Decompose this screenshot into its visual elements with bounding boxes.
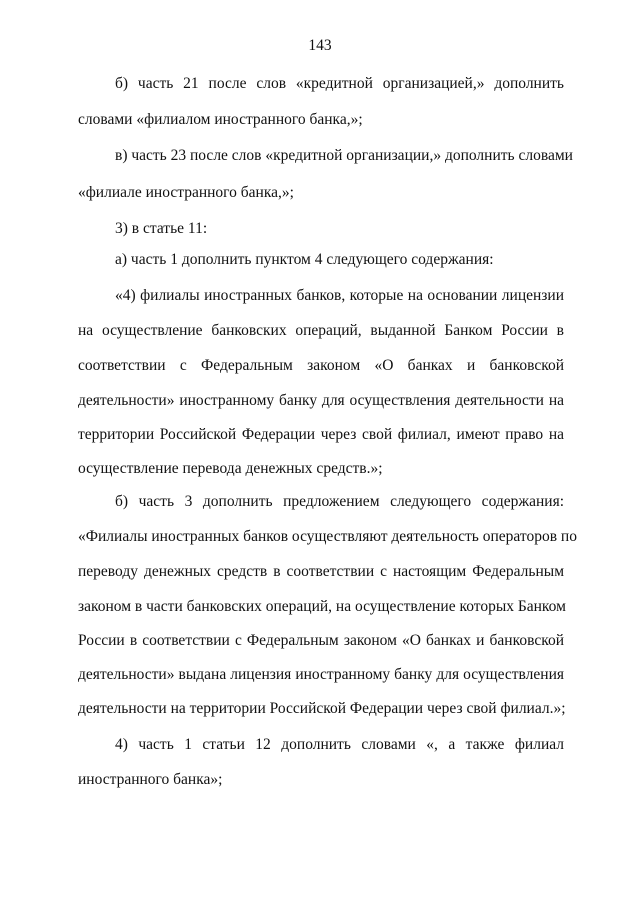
text-line: переводу денежных средств в соответствии с настоящим Федеральным (78, 563, 564, 580)
text-line: б) часть 21 после слов «кредитной организацией,» дополнить (115, 75, 564, 92)
text-line: 3) в статье 11: (115, 220, 208, 237)
text-line: осуществление перевода денежных средств.»; (78, 460, 383, 477)
text-line: 4) часть 1 статьи 12 дополнить словами «, а также филиал (115, 736, 564, 753)
text-line: России в соответствии с Федеральным законом «О банках и банковской (78, 632, 564, 649)
text-line: иностранного банка»; (78, 771, 223, 788)
text-line: в) часть 23 после слов «кредитной организации,» дополнить словами (115, 147, 573, 164)
text-line: деятельности» выдана лицензия иностранному банку для осуществления (78, 666, 564, 683)
text-line: законом в части банковских операций, на осуществление которых Банком (78, 598, 566, 615)
text-line: на осуществление банковских операций, выданной Банком России в (78, 322, 564, 339)
text-line: б) часть 3 дополнить предложением следующего содержания: (115, 493, 564, 510)
text-line: территории Российской Федерации через свой филиал, имеют право на (78, 426, 564, 443)
text-line: деятельности на территории Российской Федерации через свой филиал.»; (78, 700, 566, 717)
text-line: «4) филиалы иностранных банков, которые на основании лицензии (115, 287, 564, 304)
text-line: словами «филиалом иностранного банка,»; (78, 111, 363, 128)
text-line: деятельности» иностранному банку для осуществления деятельности на (78, 392, 564, 409)
text-line: «филиале иностранного банка,»; (78, 184, 294, 201)
text-line: соответствии с Федеральным законом «О банках и банковской (78, 357, 564, 374)
text-line: а) часть 1 дополнить пунктом 4 следующего содержания: (115, 251, 494, 268)
text-line: «Филиалы иностранных банков осуществляют деятельность операторов по (78, 528, 577, 545)
page-number: 143 (308, 37, 332, 54)
